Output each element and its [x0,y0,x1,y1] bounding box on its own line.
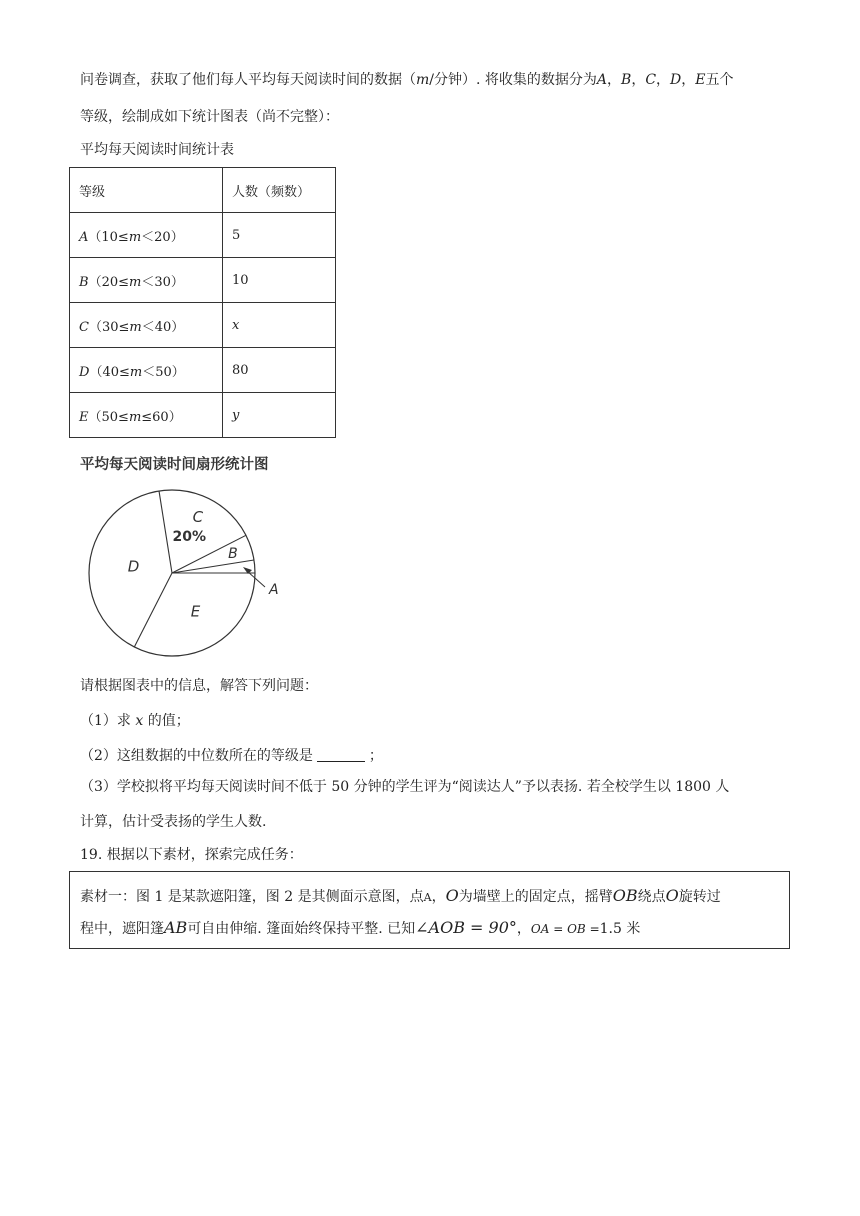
question-2 [80,746,383,766]
range-text: ≤60） [141,409,182,425]
intro-text: 五个 [705,72,734,88]
grade-cell [70,258,223,303]
material-text: ， [516,921,531,937]
q1-text: 的值； [147,713,190,729]
material-text: 素材一：图 1 是某款遮阳篷，图 2 是其侧面示意图，点 [80,889,424,905]
count-cell: y [223,393,336,438]
material-line-2 [80,918,640,939]
point-A: A [423,891,432,904]
answer-blank [317,747,365,762]
grade-cell [70,213,223,258]
table-row [70,213,336,258]
grade-letter: C [79,319,89,335]
var-x: x [135,713,144,729]
var-m: m [129,319,142,335]
material-text: 为墙壁上的固定点，摇臂 [458,889,613,905]
frequency-table [69,167,336,438]
q1-text: （1）求 [80,713,131,729]
material-text: 可自由伸缩. 篷面始终保持平整. 已知 [187,921,416,937]
var-m: m [129,274,142,290]
intro-line-2: 等级，绘制成如下统计图表（尚不完整）： [80,109,339,125]
range-text: ＜20） [141,229,184,245]
range-text: （20≤ [88,274,129,290]
slice-label-B: B [228,545,238,562]
count-cell: 80 [223,348,336,393]
comma: ， [681,72,696,88]
pie-chart-title: 平均每天阅读时间扇形统计图 [80,457,269,473]
q2-text: （2）这组数据的中位数所在的等级是 [80,748,313,764]
slice-label-A: A [269,582,279,598]
header-count: 人数（频数） [223,168,336,213]
table-row [70,258,336,303]
grade-letter: C [645,72,657,88]
question-1 [80,711,190,731]
grade-cell [70,303,223,348]
slice-boundary-D [134,573,172,647]
grade-letter: E [695,72,706,88]
grade-cell [70,348,223,393]
comma: ， [607,72,622,88]
var-m: m [129,364,143,380]
table-row [70,393,336,438]
point-O: O [665,886,679,905]
intro-text: 问卷调查，获取了他们每人平均每天阅读时间的数据（ [80,72,416,88]
var-m: m [128,409,142,425]
point-O: O [445,886,459,905]
range-text: ＜30） [141,274,184,290]
slice-label-C: C [192,508,204,527]
pie-labels [128,508,279,620]
grade-cell [70,393,223,438]
var-m: m [128,229,142,245]
table-row [70,303,336,348]
table-title: 平均每天阅读时间统计表 [80,142,234,158]
grade-letter: E [79,409,89,425]
question-prompt: 请根据图表中的信息，解答下列问题： [80,678,318,694]
range-text: （50≤ [88,409,129,425]
material-text: 旋转过 [678,889,721,905]
grade-letter: D [79,364,90,380]
comma: ， [656,72,671,88]
slice-label-E: E [190,602,201,621]
table-row [70,348,336,393]
range-text: （10≤ [88,229,129,245]
material-text: 绕点 [637,889,666,905]
material-box [69,871,790,949]
angle-AOB: ∠AOB = 90° [415,918,517,937]
material-text: 程中，遮阳篷 [80,921,164,937]
intro-text: /分钟）. 将收集的数据分为 [429,72,597,88]
grade-letter: B [621,72,632,88]
range-text: ＜40） [141,319,185,335]
grade-letter: B [79,274,89,290]
comma: ， [631,72,646,88]
slice-label-D: D [127,557,140,576]
grade-letter: D [670,72,682,88]
length-equation: OA = OB = [530,922,600,936]
question-3-line-2: 计算，估计受表扬的学生人数. [80,814,267,830]
range-text: （30≤ [88,319,130,335]
question-3-line-1: （3）学校拟将平均每天阅读时间不低于 50 分钟的学生评为“阅读达人”予以表扬. 若全校学生以 1800 人 [80,779,730,795]
count-cell: 10 [223,258,336,303]
range-text: （40≤ [89,364,130,380]
pie-chart [80,478,300,658]
count-cell: 5 [223,213,336,258]
slice-label-C-percent: 20% [172,529,207,546]
segment-AB: AB [164,918,188,937]
material-line-1 [80,886,721,908]
header-grade: 等级 [70,168,223,213]
grade-letter: A [79,229,89,245]
range-text: ＜50） [142,364,185,380]
count-cell: x [223,303,336,348]
material-text: 1.5 米 [599,921,641,937]
intro-line-1 [80,70,734,90]
material-text: ， [431,889,446,905]
table-header-row [70,168,336,213]
segment-OB: OB [612,886,638,905]
q2-text: ； [368,748,383,764]
var-m: m [416,72,430,88]
slice-boundary-C [159,491,172,573]
question-19-heading: 19. 根据以下素材，探索完成任务： [80,847,303,863]
grade-letter: A [596,72,608,88]
